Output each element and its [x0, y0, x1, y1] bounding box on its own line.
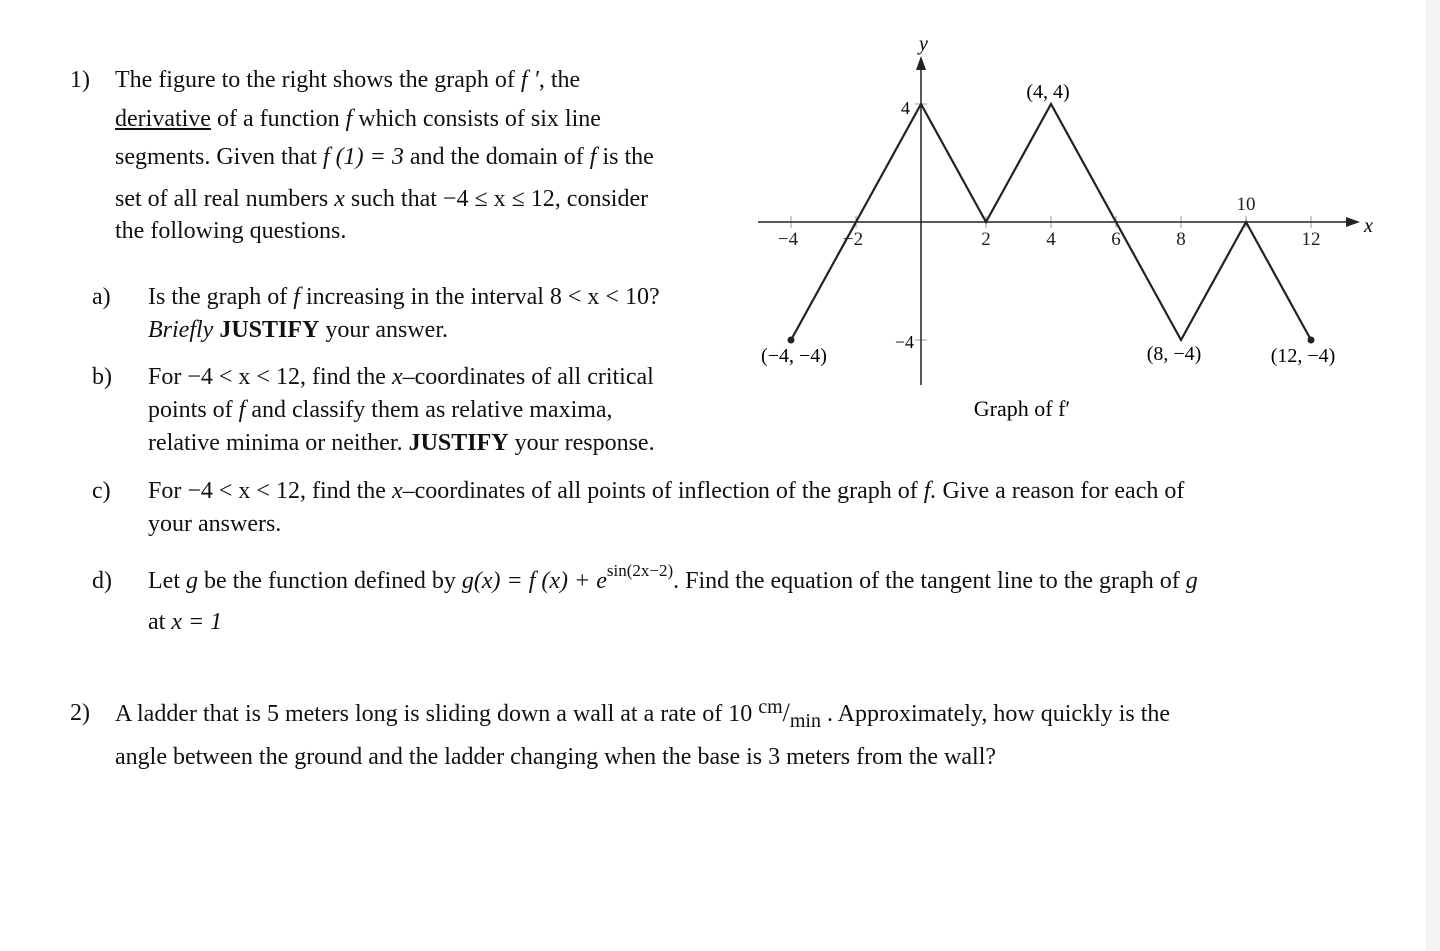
y-axis-label: y [919, 33, 928, 55]
q1-intro-line-5: the following questions. [115, 218, 347, 244]
point-label-12-neg4: (12, −4) [1270, 345, 1336, 367]
part-b-label: b) [92, 364, 112, 390]
x-tick-label: 12 [1301, 229, 1321, 250]
part-a-label: a) [92, 284, 111, 310]
derivative-underlined: derivative [115, 106, 211, 132]
x-tick-label: −2 [842, 229, 864, 250]
q1-intro-line-1: The figure to the right shows the graph of f ′, the [115, 67, 581, 93]
endpoint-left-dot [788, 337, 795, 344]
endpoint-right-dot [1308, 337, 1315, 344]
part-b-line-1: For −4 < x < 12, find the x–coordinates of all critical [148, 364, 654, 390]
page-edge-gutter [1426, 0, 1440, 951]
graph-of-f-prime [740, 30, 1380, 430]
q2-line-2: angle between the ground and the ladder changing when the base is 3 meters from the wall? [115, 744, 997, 770]
part-c-line-1: For −4 < x < 12, find the x–coordinates of all points of inflection of the graph of f. Give a reason for each of [148, 478, 1185, 504]
q1-intro-line-2: derivative of a function f which consists of six line [115, 106, 601, 132]
q1-intro-line-4: set of all real numbers x such that −4 ≤ x ≤ 12, consider [115, 186, 649, 212]
part-d-line-2: at x = 1 [148, 609, 223, 635]
x-axis-label: x [1364, 215, 1373, 237]
x-tick-label: 2 [981, 229, 991, 250]
part-c-line-2: your answers. [148, 511, 282, 537]
part-c-label: c) [92, 478, 111, 504]
point-label-neg4-neg4: (−4, −4) [761, 345, 827, 367]
q2-line-1: A ladder that is 5 meters long is sliding down a wall at a rate of 10 $^{cm}/_{min}$ . Approximately, how quickly is the [115, 696, 1171, 732]
question-1-number: 1) [70, 67, 90, 93]
x-tick-label: −4 [777, 229, 799, 250]
part-b-line-3: relative minima or neither. JUSTIFY your response. [148, 430, 655, 456]
q1-intro-line-3: segments. Given that f (1) = 3 and the domain of f is the [115, 144, 654, 170]
y-tick-label-neg4: −4 [894, 332, 914, 352]
unit-numerator: cm [758, 696, 783, 718]
part-d-label: d) [92, 568, 112, 594]
part-b-line-2: points of f and classify them as relative maxima, [148, 397, 613, 423]
x-tick-label: 8 [1176, 229, 1186, 250]
question-2-number: 2) [70, 700, 90, 726]
x-tick-label: 6 [1111, 229, 1121, 250]
point-label-4-4: (4, 4) [1026, 81, 1070, 103]
exponent: sin(2x−2) [606, 561, 674, 580]
point-label-8-neg4: (8, −4) [1146, 343, 1202, 365]
y-axis-arrow-icon [916, 56, 926, 70]
part-a-line-2: Briefly JUSTIFY your answer. [148, 317, 448, 343]
x-tick-label: 10 [1236, 194, 1256, 215]
y-tick-label-4: 4 [901, 98, 910, 118]
x-axis-arrow-icon [1346, 217, 1360, 227]
unit-denominator: min [789, 710, 821, 732]
x-tick-label: 4 [1046, 229, 1056, 250]
graph-caption: Graph of f′ [973, 396, 1071, 421]
part-a-line-1: Is the graph of f increasing in the interval 8 < x < 10? [148, 284, 660, 310]
part-d-line-1: Let g be the function defined by g(x) = f $(x) + e^{sin(2x-2)}$. Find the equation of the tangent line to the graph of g [148, 561, 1198, 594]
